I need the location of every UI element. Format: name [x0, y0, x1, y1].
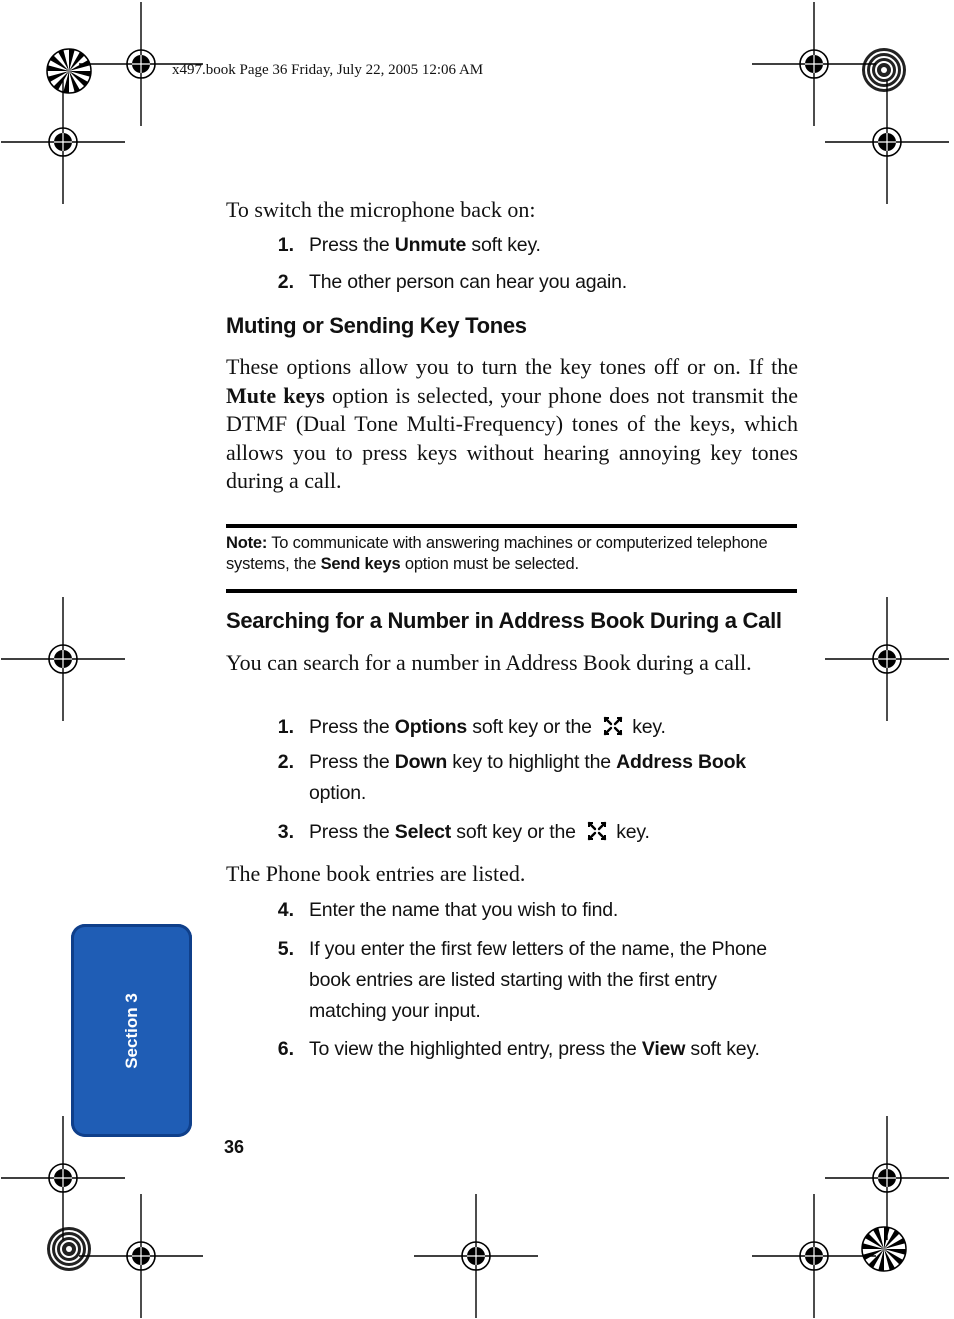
step-text: Press the Select soft key or the key. — [309, 821, 650, 843]
mute-keys-term: Mute keys — [226, 382, 325, 408]
step-number: 5. — [277, 938, 294, 960]
print-slug: x497.book Page 36 Friday, July 22, 2005 12:06 AM — [172, 62, 484, 78]
note: Note: To communicate with answering machines or computerized telephone systems, the Send keys option must be selected. — [226, 534, 768, 573]
section-intro: You can search for a number in Address Book during a call. — [226, 650, 752, 675]
section-paragraph: These options allow you to turn the key tones off or on. If the Mute keys option is selected, your phone does not transmit the DTMF (Dual Tone Multi-Frequency) tones of the keys, which allows you to press keys without hearing annoying key tones during a call. — [226, 354, 798, 493]
section-heading: Searching for a Number in Address Book During a Call — [226, 608, 782, 633]
section-tab-label: Section 3 — [121, 992, 141, 1069]
navigation-key-icon — [603, 716, 623, 736]
down-term: Down — [394, 751, 448, 773]
navigation-key-icon — [587, 821, 607, 841]
note-top-rule — [226, 524, 797, 528]
step-text: Press the Unmute soft key. — [309, 234, 541, 256]
step-text: Enter the name that you wish to find. — [309, 899, 619, 921]
step-text: Press the Down key to highlight the Address Book option. — [309, 751, 746, 804]
page-number: 36 — [224, 1137, 245, 1157]
send-keys-term: Send keys — [320, 555, 401, 573]
note-label: Note: — [226, 534, 268, 552]
note-bottom-rule — [226, 589, 797, 593]
step-number: 3. — [277, 821, 294, 843]
section-tab — [71, 924, 192, 1137]
step-text: Press the Options soft key or the key. — [309, 716, 666, 738]
address-book-term: Address Book — [616, 751, 746, 773]
listed-text: The Phone book entries are listed. — [226, 861, 526, 886]
step-number: 1. — [277, 716, 294, 738]
unmute-term: Unmute — [394, 234, 467, 256]
options-term: Options — [394, 716, 468, 738]
section-heading: Muting or Sending Key Tones — [226, 313, 527, 338]
step-number: 2. — [277, 271, 294, 293]
view-term: View — [641, 1038, 686, 1060]
step-number: 4. — [277, 899, 294, 921]
step-number: 2. — [277, 751, 294, 773]
step-text: If you enter the first few letters of the name, the Phone book entries are listed starting with the first entry matching your input. — [309, 938, 767, 1022]
step-number: 6. — [277, 1038, 294, 1060]
step-text: To view the highlighted entry, press the View soft key. — [309, 1038, 760, 1060]
step-number: 1. — [277, 234, 294, 256]
intro-text: To switch the microphone back on: — [226, 197, 536, 222]
select-term: Select — [394, 821, 452, 843]
step-text: The other person can hear you again. — [309, 271, 628, 293]
